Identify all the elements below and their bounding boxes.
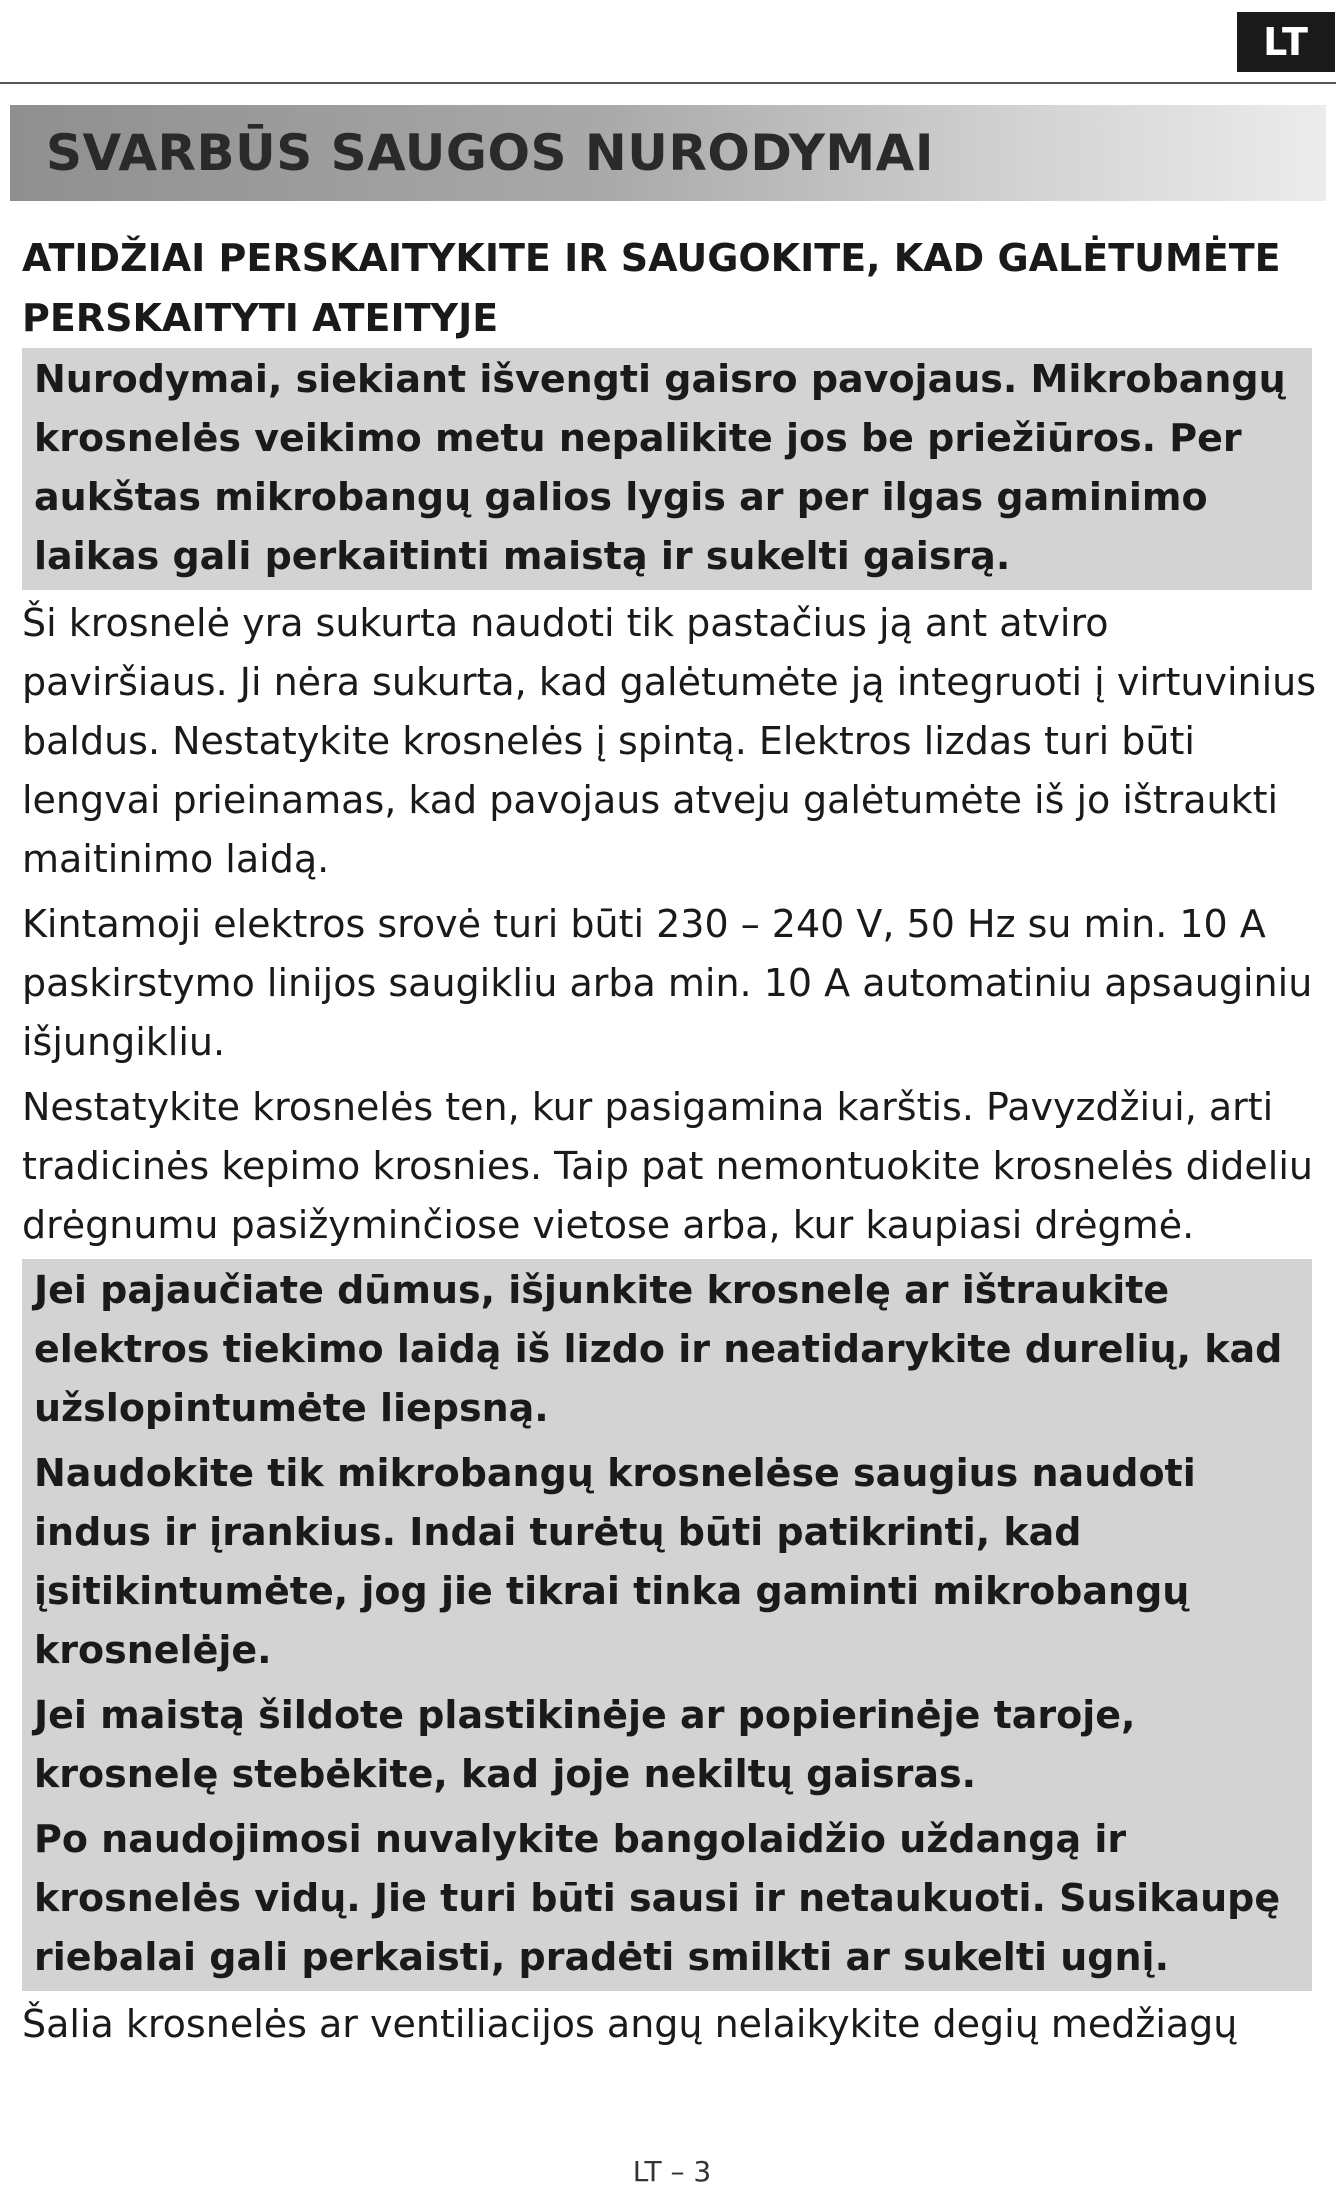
page-number: LT – 3 (632, 2155, 712, 2188)
page-title: SVARBŪS SAUGOS NURODYMAI (46, 124, 934, 182)
plastic-warning-text: Jei maistą šildote plastikinėje ar popierinėje taroje, krosnelę stebėkite, kad joje nekiltų gaisras. (34, 1693, 1136, 1796)
placement-paragraph: Ši krosnelė yra sukurta naudoti tik pastačius ją ant atviro paviršiaus. Ji nėra sukurta, kad galėtumėte ją integruoti į virtuvinius baldus. Nestatykite krosnelės į spintą. Elektros lizdas turi būti lengvai prieinamas, kad pavojaus atveju galėtumėte iš jo ištraukti maitinimo laidą. (22, 601, 1317, 881)
utensils-warning-text: Naudokite tik mikrobangų krosnelėse saugius naudoti indus ir įrankius. Indai turėtų būti patikrinti, kad įsitikintumėte, jog jie tikrai tinka gaminti mikrobangų krosnelėje. (34, 1451, 1196, 1672)
power-paragraph: Kintamoji elektros srovė turi būti 230 – 240 V, 50 Hz su min. 10 A paskirstymo linijos saugikliu arba min. 10 A automatiniu apsauginiu išjungikliu. (22, 902, 1313, 1064)
fire-warning-box (22, 348, 1312, 590)
title-banner (10, 105, 1326, 201)
language-badge: LT (1237, 12, 1335, 72)
flammables-paragraph: Šalia krosnelės ar ventiliacijos angų nelaikykite degių medžiagų (22, 2002, 1238, 2046)
sub-heading: ATIDŽIAI PERSKAITYKITE IR SAUGOKITE, KAD GALĖTUMĖTE PERSKAITYTI ATEITYJE (22, 236, 1281, 340)
document-body (22, 228, 1322, 2054)
header-divider (0, 82, 1336, 84)
safety-warnings-box (22, 1259, 1312, 1991)
smoke-warning-text: Jei pajaučiate dūmus, išjunkite krosnelę ar ištraukite elektros tiekimo laidą iš lizdo ir neatidarykite durelių, kad užslopintumėte liepsną. (34, 1268, 1283, 1430)
heat-paragraph: Nestatykite krosnelės ten, kur pasigamina karštis. Pavyzdžiui, arti tradicinės kepimo krosnies. Taip pat nemontuokite krosnelės dideliu drėgnumu pasižyminčiose vietose arba, kur kaupiasi drėgmė. (22, 1085, 1313, 1247)
fire-warning-text: Nurodymai, siekiant išvengti gaisro pavojaus. Mikrobangų krosnelės veikimo metu nepalikite jos be priežiūros. Per aukštas mikrobangų galios lygis ar per ilgas gaminimo laikas gali perkaitinti maistą ir sukelti gaisrą. (34, 357, 1286, 578)
cleaning-warning-text: Po naudojimosi nuvalykite bangolaidžio uždangą ir krosnelės vidų. Jie turi būti sausi ir netaukuoti. Susikaupę riebalai gali perkaisti, pradėti smilkti ar sukelti ugnį. (34, 1817, 1281, 1979)
